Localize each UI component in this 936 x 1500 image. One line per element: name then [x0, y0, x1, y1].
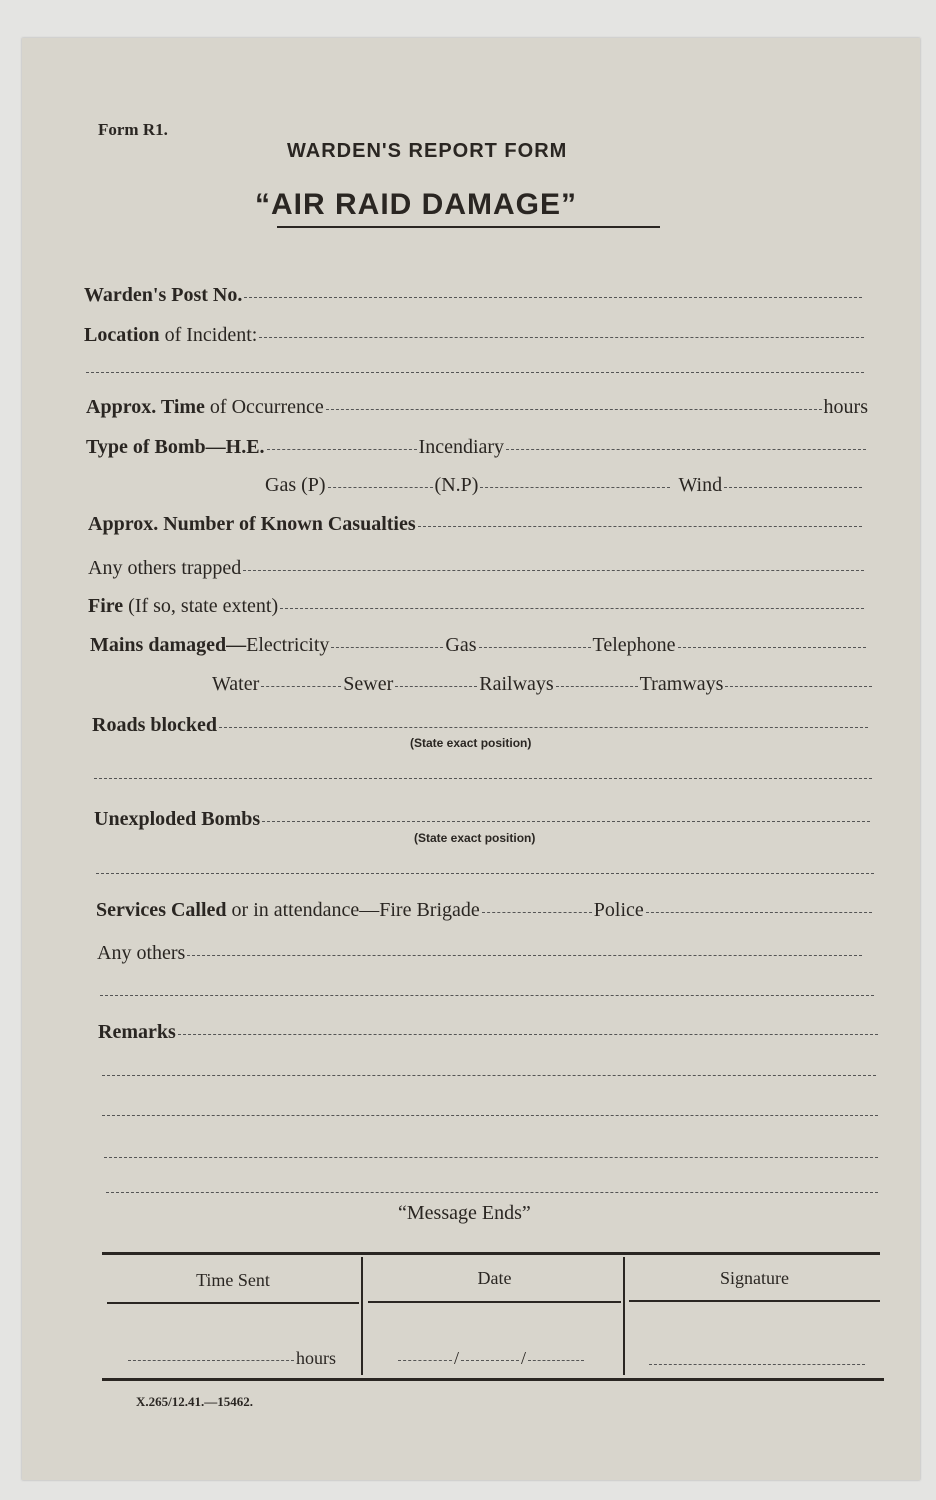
label: hours [296, 1348, 336, 1368]
field-bomb-type[interactable] [86, 436, 868, 459]
blank-line[interactable] [244, 297, 862, 298]
header-time-sent: Time Sent [196, 1270, 270, 1290]
blank-line[interactable] [267, 449, 417, 450]
label: hours [823, 396, 868, 418]
form-title: “AIR RAID DAMAGE” [255, 188, 577, 221]
header-rule [368, 1301, 621, 1303]
header-rule [629, 1300, 880, 1302]
blank-line[interactable] [102, 1115, 878, 1116]
label: of Incident: [164, 324, 258, 346]
label: Incendiary [418, 436, 505, 458]
label: Gas [445, 634, 477, 656]
blank-line[interactable] [678, 647, 866, 648]
label: Type of Bomb—H.E. [86, 436, 265, 458]
blank-line[interactable] [86, 372, 864, 373]
label: Police [593, 899, 644, 921]
field-location[interactable] [84, 324, 866, 347]
label: Tramways [639, 673, 724, 695]
field-services-called[interactable] [96, 899, 874, 922]
field-unexploded-bombs[interactable] [94, 808, 872, 831]
paper-sheet [22, 38, 920, 1480]
blank-line[interactable] [100, 995, 874, 996]
form-heading: WARDEN'S REPORT FORM [287, 140, 568, 162]
field-time[interactable] [86, 396, 868, 419]
field-remarks[interactable] [98, 1021, 880, 1044]
header-date: Date [477, 1268, 512, 1288]
label: Telephone [592, 634, 676, 656]
blank-line[interactable] [243, 570, 864, 571]
label: or in attendance—Fire Brigade [231, 899, 480, 921]
label: Location [84, 324, 160, 346]
label: Roads blocked [92, 714, 218, 736]
label: Electricity [246, 634, 330, 656]
field-post-no[interactable] [84, 284, 864, 307]
label: (If so, state extent) [128, 595, 279, 617]
header-signature: Signature [720, 1268, 789, 1288]
separator: / [454, 1348, 460, 1368]
blank-line[interactable] [480, 487, 670, 488]
field-casualties[interactable] [88, 513, 864, 536]
blank-line[interactable] [187, 955, 862, 956]
label: Approx. Number of Known Casualties [88, 513, 416, 535]
signature-field[interactable] [649, 1364, 865, 1365]
label: Railways [479, 673, 554, 695]
message-ends: “Message Ends” [398, 1202, 531, 1224]
blank-line[interactable] [94, 778, 872, 779]
field-gas[interactable] [265, 474, 864, 497]
label: Remarks [98, 1021, 176, 1043]
label: Approx. Time [86, 396, 205, 418]
blank-line[interactable] [259, 337, 864, 338]
blank-line[interactable] [395, 686, 477, 687]
label: Unexploded Bombs [94, 808, 261, 830]
blank-line[interactable] [262, 821, 870, 822]
month-blank[interactable] [461, 1360, 519, 1361]
label: Services Called [96, 899, 227, 921]
label: Water [212, 673, 260, 695]
position-note: (State exact position) [414, 831, 536, 845]
label: Fire [88, 595, 124, 617]
blank-line[interactable] [280, 608, 864, 609]
separator: / [521, 1348, 527, 1368]
blank-line[interactable] [479, 647, 591, 648]
time-sent-field[interactable] [126, 1348, 336, 1369]
blank-line[interactable] [104, 1157, 878, 1158]
blank-line[interactable] [219, 727, 868, 728]
title-underline [277, 226, 660, 228]
blank-line[interactable] [261, 686, 341, 687]
year-blank[interactable] [528, 1360, 584, 1361]
blank-line[interactable] [106, 1192, 878, 1193]
blank-line[interactable] [328, 487, 433, 488]
blank-line[interactable] [482, 912, 592, 913]
blank-line[interactable] [646, 912, 872, 913]
table-divider [623, 1257, 625, 1375]
field-roads-blocked[interactable] [92, 714, 870, 737]
day-blank[interactable] [398, 1360, 452, 1361]
blank-line[interactable] [96, 873, 874, 874]
label: Any others [97, 942, 186, 964]
table-bottom-rule [102, 1378, 884, 1381]
label: Any others trapped [88, 557, 242, 579]
blank-line[interactable] [556, 686, 638, 687]
form-number: Form R1. [98, 120, 168, 139]
blank-line[interactable] [326, 409, 822, 410]
blank-line[interactable] [418, 526, 862, 527]
blank-line[interactable] [724, 487, 862, 488]
field-mains[interactable] [90, 634, 868, 657]
blank-line[interactable] [128, 1360, 294, 1361]
blank-line[interactable] [506, 449, 866, 450]
label: (N.P) [434, 474, 479, 496]
blank-line[interactable] [102, 1075, 876, 1076]
header-rule [107, 1302, 359, 1304]
field-any-others[interactable] [97, 942, 864, 965]
label: Wind [678, 474, 723, 496]
blank-line[interactable] [178, 1034, 878, 1035]
date-field[interactable] [396, 1348, 586, 1369]
label: of Occurrence [209, 396, 324, 418]
footer-code: X.265/12.41.—15462. [136, 1394, 253, 1409]
table-divider [361, 1257, 363, 1375]
label: Mains damaged— [90, 634, 247, 656]
field-trapped[interactable] [88, 557, 866, 580]
label: Sewer [343, 673, 394, 695]
field-services-damaged[interactable] [212, 673, 874, 696]
blank-line[interactable] [331, 647, 443, 648]
position-note: (State exact position) [410, 736, 532, 750]
field-fire[interactable] [88, 595, 866, 618]
label: Gas (P) [265, 474, 326, 496]
label: Warden's Post No. [84, 284, 243, 306]
table-top-rule [102, 1252, 880, 1255]
blank-line[interactable] [725, 686, 872, 687]
